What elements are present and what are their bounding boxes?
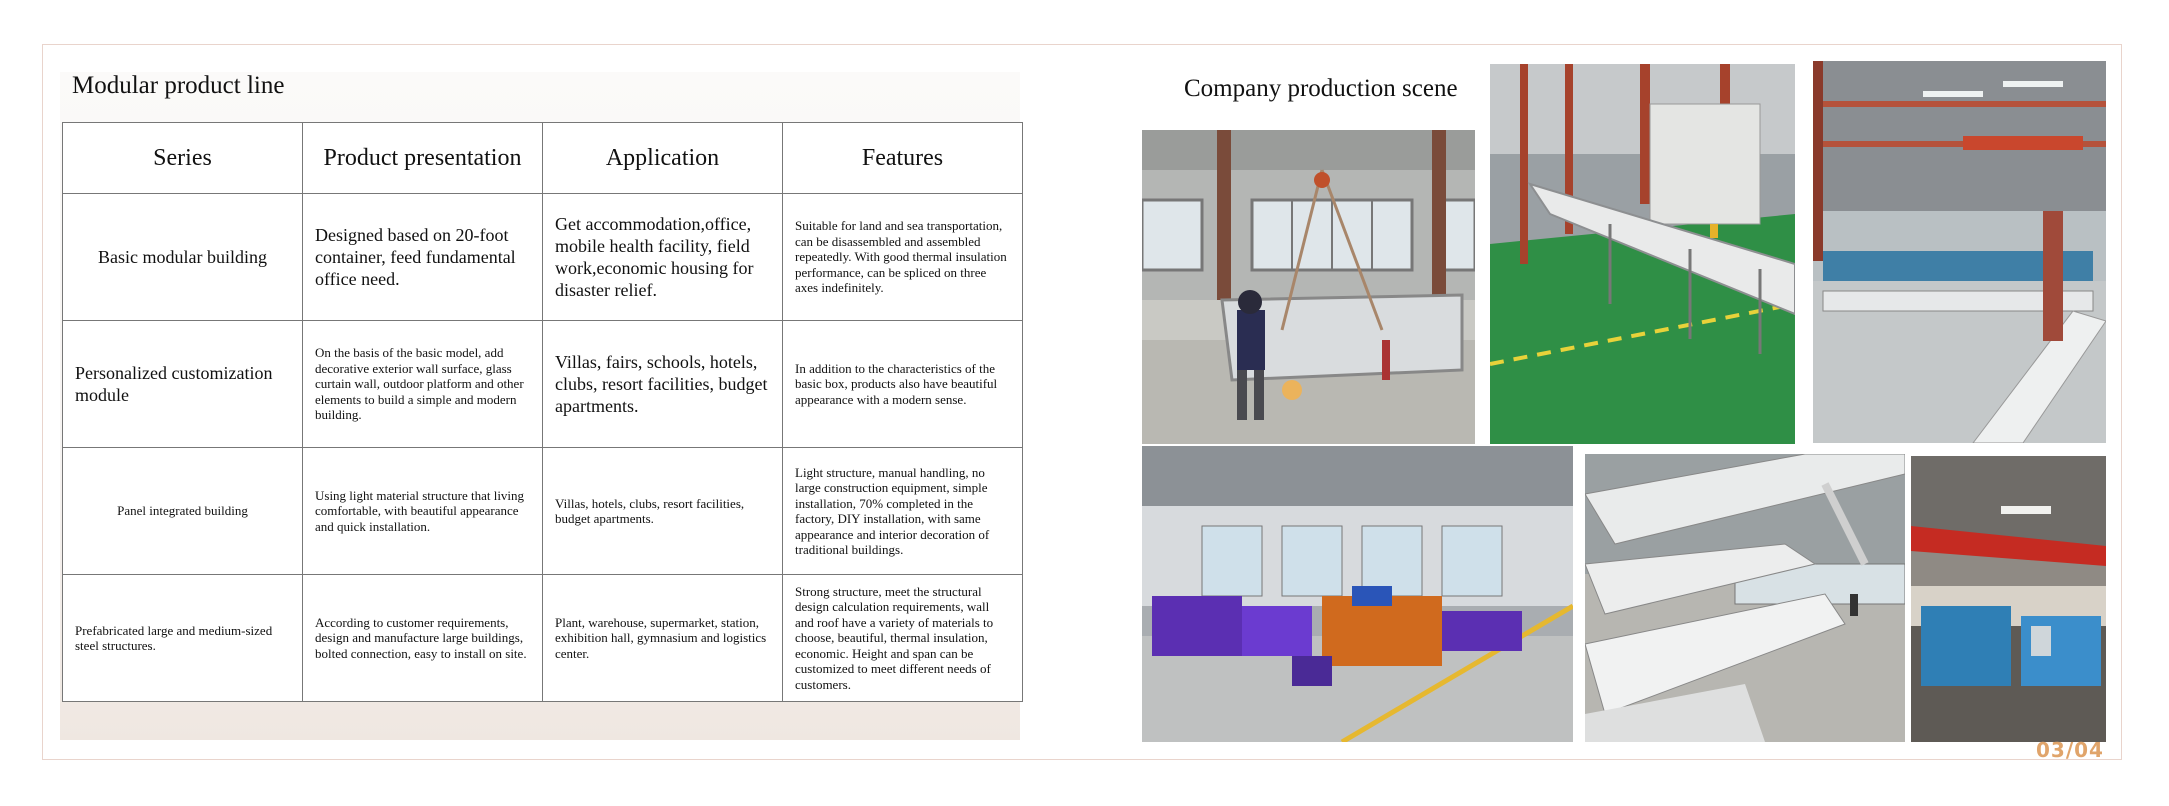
header-application: Application xyxy=(543,123,783,194)
table-cell-features: In addition to the characteristics of the basic box, products also have beautiful appearance with a modern sense. xyxy=(783,321,1023,448)
table-cell-presentation: On the basis of the basic model, add decorative exterior wall surface, glass curtain wall, outdoor platform and other elements to build a simple and modern building. xyxy=(303,321,543,448)
header-features: Features xyxy=(783,123,1023,194)
header-product-presentation: Product presentation xyxy=(303,123,543,194)
table-row xyxy=(63,321,1023,448)
section-title-modular-product-line: Modular product line xyxy=(72,72,285,99)
table-cell-features: Light structure, manual handling, no large construction equipment, simple installation, 70% completed in the factory, DIY installation, with same appearance and interior decoration of traditional buildings. xyxy=(783,448,1023,575)
table-row xyxy=(63,194,1023,321)
photo-steel-beams xyxy=(1585,454,1905,742)
header-series: Series xyxy=(63,123,303,194)
table-cell-series: Prefabricated large and medium-sized steel structures. xyxy=(63,575,303,702)
photo-green-floor-workshop xyxy=(1490,64,1795,444)
photo-roll-forming-machines xyxy=(1142,446,1573,742)
table-cell-series: Panel integrated building xyxy=(63,448,303,575)
photo-welding-worker xyxy=(1142,130,1475,444)
table-cell-series: Personalized customization module xyxy=(63,321,303,448)
table-cell-application: Get accommodation,office, mobile health facility, field work,economic housing for disaster relief. xyxy=(543,194,783,321)
photo-blue-machine-crane xyxy=(1911,456,2106,742)
table-cell-series: Basic modular building xyxy=(63,194,303,321)
table-cell-application: Villas, fairs, schools, hotels, clubs, resort facilities, budget apartments. xyxy=(543,321,783,448)
table-cell-features: Strong structure, meet the structural design calculation requirements, wall and roof have a variety of materials to choose, beautiful, thermal insulation, economic. Height and span can be customized to meet different needs of customers. xyxy=(783,575,1023,702)
table-cell-application: Villas, hotels, clubs, resort facilities, budget apartments. xyxy=(543,448,783,575)
photo-workshop-red-beams xyxy=(1813,61,2106,443)
table-header-row xyxy=(63,123,1023,194)
page-number: 03/04 xyxy=(2036,738,2104,762)
table-cell-application: Plant, warehouse, supermarket, station, exhibition hall, gymnasium and logistics center. xyxy=(543,575,783,702)
table-cell-presentation: Using light material structure that living comfortable, with beautiful appearance and quick installation. xyxy=(303,448,543,575)
table-cell-presentation: According to customer requirements, design and manufacture large buildings, bolted connection, easy to install on site. xyxy=(303,575,543,702)
table-cell-features: Suitable for land and sea transportation, can be disassembled and assembled repeatedly. With good thermal insulation performance, can be spliced on three axes indefinitely. xyxy=(783,194,1023,321)
product-line-table xyxy=(62,122,1023,702)
table-row xyxy=(63,575,1023,702)
section-title-production-scene: Company production scene xyxy=(1184,75,1458,102)
table-cell-presentation: Designed based on 20-foot container, feed fundamental office need. xyxy=(303,194,543,321)
table-row xyxy=(63,448,1023,575)
